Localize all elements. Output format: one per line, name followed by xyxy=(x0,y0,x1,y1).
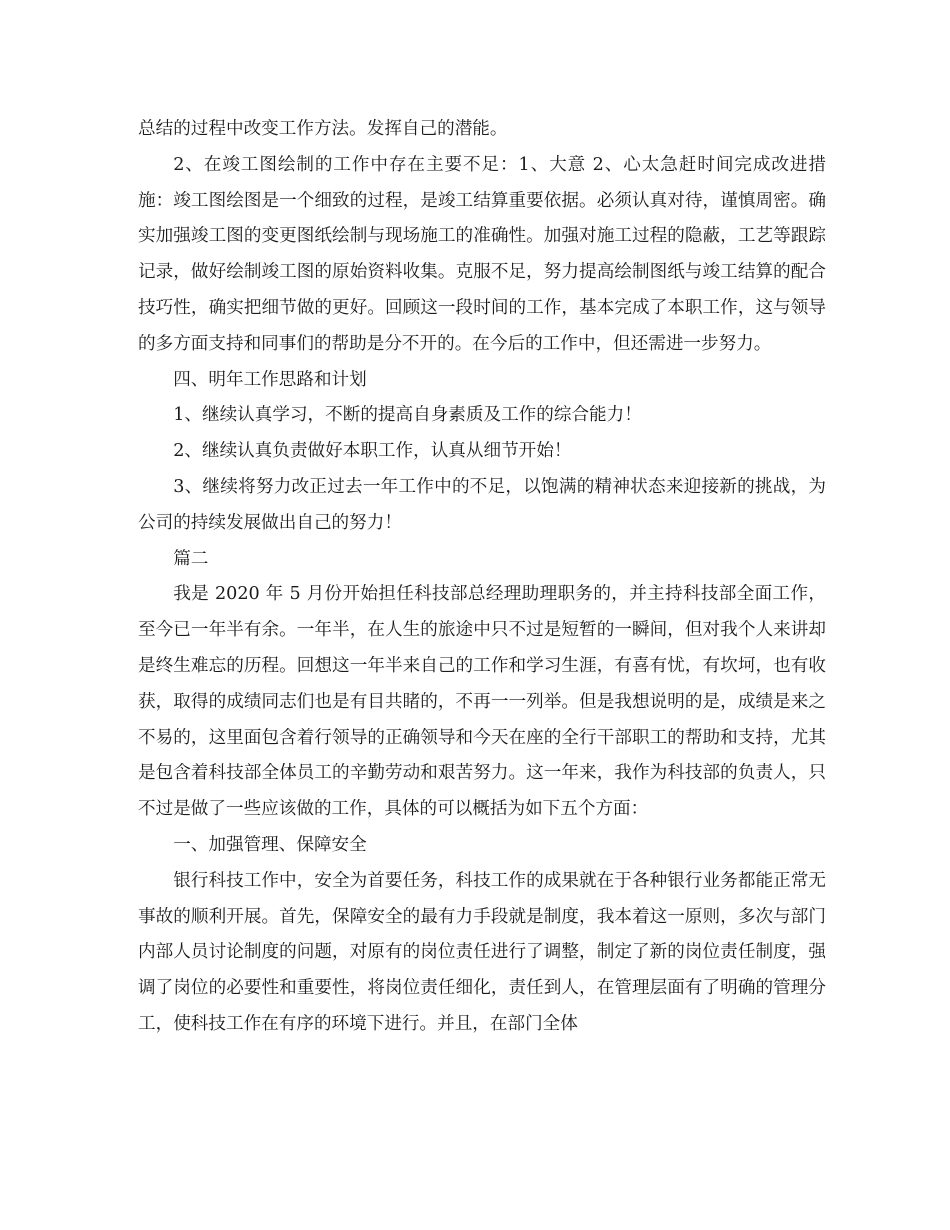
paragraph-2: 2、在竣工图绘制的工作中存在主要不足：1、大意 2、心太急赶时间完成改进措施：竣工图绘图是一个细致的过程，是竣工结算重要依据。必须认真对待，谨慎周密。确实加强竣工图的变更图纸绘制与现场施工的准确性。加强对施工过程的隐蔽，工艺等跟踪记录，做好绘制竣工图的原始资料收集。克服不足，努力提高绘制图纸与竣工结算的配合技巧性，确实把细节做的更好。回顾这一段时间的工作，基本完成了本职工作，这与领导的多方面支持和同事们的帮助是分不开的。在今后的工作中，但还需进一步努力。 xyxy=(138,154,826,354)
plan-item-2: 2、继续认真负责做好本职工作，认真从细节开始！ xyxy=(173,441,572,462)
part-heading-2: 篇二 xyxy=(173,548,209,569)
document-body xyxy=(138,112,826,1043)
paragraph-1: 总结的过程中改变工作方法。发挥自己的潜能。 xyxy=(138,119,508,139)
section-heading-next-year-plan: 四、明年工作思路和计划 xyxy=(173,369,367,390)
section-heading-management-security: 一、加强管理、保障安全 xyxy=(173,834,367,855)
plan-item-3: 3、继续将努力改正过去一年工作中的不足，以饱满的精神状态来迎接新的挑战，为公司的持续发展做出自己的努力！ xyxy=(138,476,826,533)
paragraph-intro: 我是 2020 年 5 月份开始担任科技部总经理助理职务的，并主持科技部全面工作，至今已一年半有余。一年半，在人生的旅途中只不过是短暂的一瞬间，但对我个人来讲却是终生难忘的历程。回想这一年半来自己的工作和学习生涯，有喜有忧，有坎坷，也有收获，取得的成绩同志们也是有目共睹的，不再一一列举。但是我想说明的是，成绩是来之不易的，这里面包含着行领导的正确领导和今天在座的全行干部职工的帮助和支持，尤其是包含着科技部全体员工的辛勤劳动和艰苦努力。这一年来，我作为科技部的负责人，只不过是做了一些应该做的工作，具体的可以概括为如下五个方面： xyxy=(138,584,826,820)
plan-item-1: 1、继续认真学习，不断的提高自身素质及工作的综合能力！ xyxy=(173,405,642,426)
paragraph-security: 银行科技工作中，安全为首要任务，科技工作的成果就在于各种银行业务都能正常无事故的顺利开展。首先，保障安全的最有力手段就是制度，我本着这一原则，多次与部门内部人员讨论制度的问题，对原有的岗位责任进行了调整，制定了新的岗位责任制度，强调了岗位的必要性和重要性，将岗位责任细化，责任到人，在管理层面有了明确的管理分工，使科技工作在有序的环境下进行。并且，在部门全体 xyxy=(138,870,826,1034)
